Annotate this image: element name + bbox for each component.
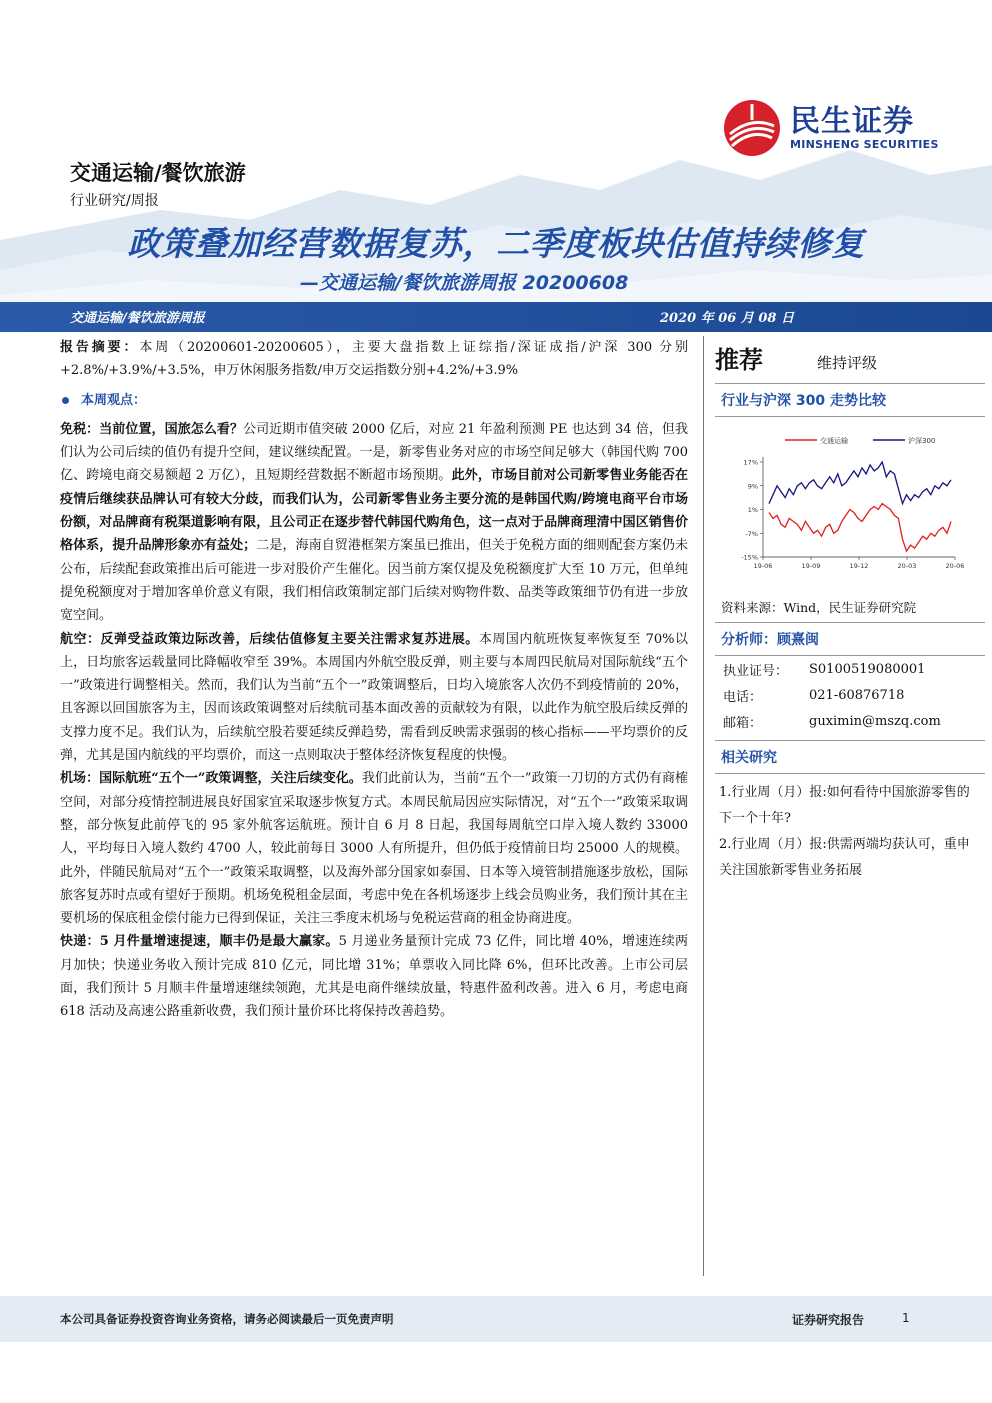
- column-divider: [703, 336, 704, 1276]
- info-value[interactable]: guximin@mszq.com: [809, 713, 941, 729]
- paragraph-text: 公司近期市值突破 2000 亿后，对应 21 年盈利预测 PE 也达到 34 倍，但我们认为公司后续的值仍有提升空间，建议继续配置。一是，新零售业务对应的市场空间足够大（韩国代购 700 亿、跨境电商交易额超 2 万亿），且短期经营数据不断超市场预期。: [60, 421, 688, 484]
- series-line: [769, 462, 951, 504]
- paragraph-airport: [60, 767, 688, 930]
- x-tick-label: 19-12: [849, 562, 869, 570]
- x-tick-label: 20-03: [897, 562, 917, 570]
- chart-section-title: 行业与沪深 300 走势比较: [715, 384, 985, 417]
- info-value: S0100519080001: [809, 661, 926, 677]
- rating-note: 维持评级: [817, 354, 878, 372]
- legend-label: 沪深300: [908, 437, 936, 445]
- rating-value: 推荐: [715, 346, 763, 374]
- brand-logo: [722, 98, 939, 158]
- paragraph-text: 本周国内航班恢复率恢复至 70%以上，日均旅客运载量同比降幅收窄至 39%。本周国内外航空股反弹，则主要与本周四民航局对国际航线“五个一”政策进行调整相关。然而，我们认为当前“五个一”政策调整后，日均入境旅客人次仍不到疫情前的 20%，且客源以回国旅客为主，因而该政策调整对后续航司基本面改善的贡献较为有限，以此作为航空股后续反弹的支撑力度不足。我们认为，后续航空股若要延续反弹趋势，需看到反映需求强弱的核心指标——平均票价的反弹，尤其是国内航线的平均票价，而这一点则取决于整体经济恢复程度的快慢。: [60, 631, 688, 764]
- trend-chart-svg: [715, 417, 985, 592]
- sector-label: 交通运输/餐饮旅游: [70, 161, 246, 185]
- chart-source: 资料来源：Wind，民生证券研究院: [715, 592, 985, 623]
- summary-paragraph: [60, 336, 688, 383]
- x-tick-label: 19-06: [753, 562, 773, 570]
- info-key: 电话：: [723, 689, 763, 705]
- y-tick-label: 9%: [747, 482, 758, 491]
- footer-disclaimer: 本公司具备证券投资咨询业务资格，请务必阅读最后一页免责声明: [60, 1312, 394, 1326]
- paragraph-lead: 航空：反弹受益政策边际改善，后续估值修复主要关注需求复苏进展。: [60, 631, 479, 647]
- paragraph-express: [60, 930, 688, 1023]
- related-research-title: 相关研究: [715, 740, 985, 774]
- y-tick-label: -15%: [741, 553, 758, 562]
- brand-name-cn: 民生证券: [790, 103, 914, 139]
- analyst-info-row: [715, 656, 985, 682]
- analyst-info-row: [715, 708, 985, 734]
- sidebar: [715, 340, 985, 890]
- x-tick-label: 19-09: [801, 562, 821, 570]
- analyst-info-row: [715, 682, 985, 708]
- x-tick-label: 20-06: [945, 562, 965, 570]
- rating-box: [715, 340, 985, 384]
- related-research-item[interactable]: 1.行业周（月）报:如何看待中国旅游零售的下一个十年?: [719, 785, 970, 826]
- footer-bar: [0, 1296, 992, 1342]
- analyst-info: [715, 656, 985, 734]
- info-key: 邮箱：: [723, 715, 763, 731]
- report-type: 行业研究/周报: [70, 193, 159, 209]
- info-value: 021-60876718: [809, 687, 905, 703]
- header-bar-title: 交通运输/餐饮旅游周报: [70, 311, 205, 326]
- legend-label: 交通运输: [820, 437, 848, 445]
- paragraph-emphasis: 此外，市场目前对公司新零售业务能否在疫情后继续获品牌认可有较大分歧，而我们认为，公司新零售业务主要分流的是韩国代购/跨境电商平台市场份额，对品牌商有税渠道影响有限，且公司正在逐步替代韩国代购角色，这一点对于品牌商理清中国区销售价格体系，提升品牌形象亦有益处；: [60, 468, 688, 554]
- minsheng-logo-icon: [722, 98, 782, 158]
- paragraph-duty-free: [60, 418, 688, 628]
- paragraph-lead: 快递：5 月件量增速提速，顺丰仍是最大赢家。: [60, 934, 339, 950]
- viewpoint-label: 本周观点：: [81, 392, 147, 408]
- y-tick-label: 17%: [743, 458, 758, 467]
- report-title: 政策叠加经营数据复苏，二季度板块估值持续修复: [127, 224, 865, 263]
- paragraph-text: 5 月递业务量预计完成 73 亿件，同比增 40%，增速连续两月加快；快递业务收入预计完成 810 亿元，同比增 31%；单票收入同比降 6%，但环比改善。上市公司层面，我们预计 5 月顺丰件量增速继续领跑，尤其是电商件继续放量，特惠件盈利改善。进入 6 月，考虑电商 618 活动及高速公路重新收费，我们预计量价环比将保持改善趋势。: [60, 934, 688, 1020]
- header-bar: [0, 302, 992, 332]
- report-date: 2020 年 06 月 08 日: [660, 311, 794, 326]
- paragraph-text: 二是，海南自贸港框架方案虽已推出，但关于免税方面的细则配套方案仍未公布，后续配套政策推出后可能进一步对股价产生催化。因当前方案仅提及免税额度扩大至 10 万元，但单纯提免税额度对于增加客单价意义有限，我们相信政策制定部门后续对购物件数、品类等政策细节仍有进一步放宽空间。: [60, 538, 688, 624]
- brand-name-en: MINSHENG SECURITIES: [790, 137, 939, 151]
- summary-label: 报告摘要：: [60, 340, 140, 355]
- paragraph-aviation: [60, 628, 688, 768]
- paragraph-lead: 机场：国际航班“五个一”政策调整，关注后续变化。: [60, 771, 362, 787]
- info-key: 执业证号：: [723, 663, 789, 679]
- analyst-title: 分析师：顾熹闽: [715, 623, 985, 656]
- y-tick-label: 1%: [747, 506, 758, 514]
- paragraph-text: 我们此前认为，当前“五个一”政策一刀切的方式仍有商榷空间，对部分疫情控制进展良好国家宜采取逐步恢复方式。本周民航局因应实际情况，对“五个一”政策采取调整，部分恢复此前停飞的 95 家外航客运航班。预计自 6 月 8 日起，我国每周航空口岸入境人数约 33000 人，平均每日入境人数约 4700 人，较此前每日 3000 人有所提升，但仍低于疫情前日均 25000 人的规模。此外，伴随民航局对“五个一”政策采取调整，以及海外部分国家如泰国、日本等入境管制措施逐步放松，国际旅客复苏时点或有望好于预期。机场免税租金层面，考虑中免在各机场逐步上线会员购业务，我们预计其在主要机场的保底租金偿付能力已得到保证，关注三季度末机场与免税运营商的租金协商进度。: [60, 771, 688, 927]
- y-tick-label: -7%: [745, 529, 758, 538]
- report-body: [60, 336, 688, 1024]
- report-subtitle: —交通运输/餐饮旅游周报 20200608: [300, 272, 629, 294]
- related-research-item[interactable]: 2.行业周（月）报:供需两端均获认可，重申关注国旅新零售业务拓展: [719, 837, 970, 878]
- trend-chart: [715, 417, 985, 592]
- related-research-list: [715, 774, 985, 890]
- summary-text: 本周（20200601-20200605），主要大盘指数上证综指/深证成指/沪深 300 分别+2.8%/+3.9%/+3.5%，申万休闲服务指数/申万交运指数分别+4.2%/+3.9%: [60, 340, 688, 379]
- bullet-dot-icon: [62, 397, 69, 404]
- series-line: [769, 504, 951, 551]
- page-number: 1: [902, 1311, 910, 1325]
- viewpoint-heading: [60, 389, 688, 412]
- paragraph-lead: 免税：当前位置，国旅怎么看？: [60, 421, 244, 437]
- footer-doc-type: 证券研究报告: [792, 1313, 865, 1327]
